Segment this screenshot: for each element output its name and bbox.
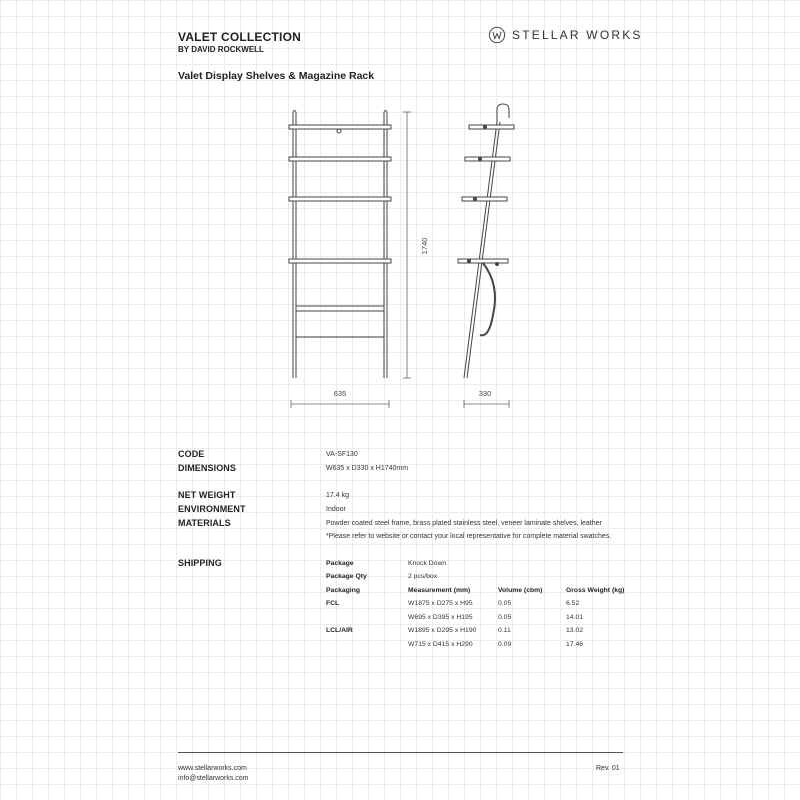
code-value: VA-SF130	[326, 451, 358, 458]
row-weight: 17.46	[566, 641, 584, 648]
row-volume: 0.09	[498, 641, 512, 648]
height-dimension: 1740	[420, 237, 429, 255]
footer-divider	[178, 752, 623, 753]
row-volume: 0.05	[498, 600, 512, 607]
net-weight-value: 17.4 kg	[326, 492, 349, 499]
package-qty-value: 2 pcs/box	[408, 573, 438, 580]
row-measurement: W1875 x D275 x H95	[408, 600, 473, 607]
row-type: FCL	[326, 600, 340, 607]
weight-header: Gross Weight (kg)	[566, 587, 625, 594]
package-value: Knock Down	[408, 560, 447, 567]
brand-name: STELLAR WORKS	[512, 28, 643, 42]
website-link[interactable]: www.stellarworks.com	[178, 765, 247, 772]
row-volume: 0.05	[498, 614, 512, 621]
shipping-label: SHIPPING	[178, 558, 222, 568]
row-measurement: W1895 x D295 x H190	[408, 627, 477, 634]
materials-label: MATERIALS	[178, 518, 231, 528]
product-name: Valet Display Shelves & Magazine Rack	[178, 70, 375, 82]
collection-title: VALET COLLECTION	[178, 30, 301, 44]
package-qty-label: Package Qty	[326, 573, 367, 580]
package-label: Package	[326, 560, 354, 567]
width-dimension: 635	[333, 389, 347, 398]
front-view	[289, 111, 391, 379]
materials-note: *Please refer to website or contact your local representative for complete material swatches.	[326, 533, 612, 540]
side-view	[458, 104, 514, 378]
depth-dimension: 330	[478, 389, 492, 398]
environment-value: Indoor	[326, 506, 346, 513]
volume-header: Volume (cbm)	[498, 587, 543, 594]
row-volume: 0.11	[498, 627, 511, 634]
email-link[interactable]: info@stellarworks.com	[178, 775, 249, 782]
dimensions-value: W635 x D330 x H1740mm	[326, 465, 409, 472]
row-measurement: W715 x D415 x H290	[408, 641, 473, 648]
row-weight: 13.02	[566, 627, 584, 634]
environment-label: ENVIRONMENT	[178, 504, 246, 514]
row-type: LCL/AIR	[326, 627, 353, 634]
materials-value: Powder coated steel frame, brass plated stainless steel, veneer laminate shelves, leather	[326, 520, 602, 527]
net-weight-label: NET WEIGHT	[178, 490, 236, 500]
measurement-header: Measurement (mm)	[408, 587, 471, 594]
row-weight: 14.01	[566, 614, 584, 621]
dimensions-label: DIMENSIONS	[178, 463, 237, 473]
row-weight: 6.52	[566, 600, 580, 607]
row-measurement: W695 x D395 x H195	[408, 614, 473, 621]
code-label: CODE	[178, 449, 205, 459]
revision-label: Rev. 01	[596, 765, 620, 772]
designer-credit: BY DAVID ROCKWELL	[178, 45, 264, 54]
packaging-label: Packaging	[326, 587, 360, 594]
